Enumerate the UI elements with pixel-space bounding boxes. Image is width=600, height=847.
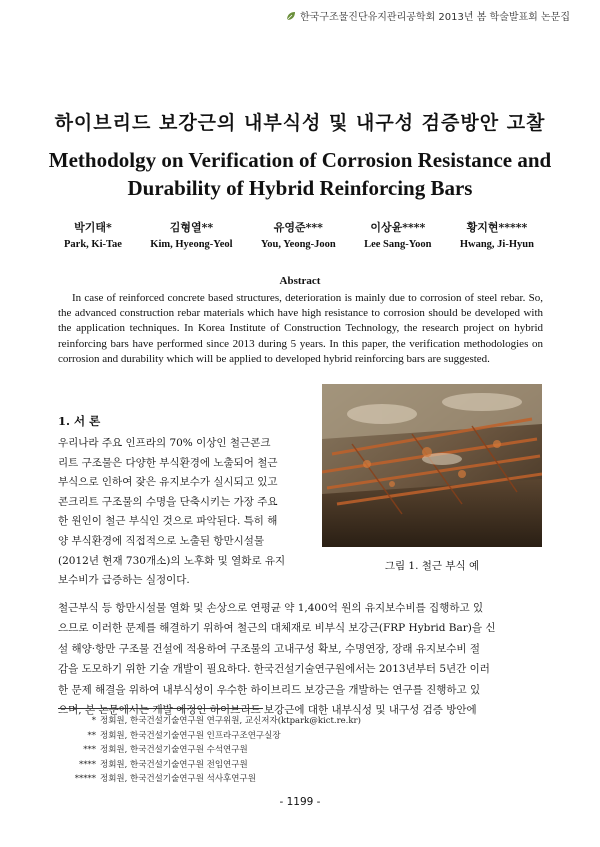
author-name-en: Park, Ki-Tae bbox=[64, 239, 122, 250]
korean-title: 하이브리드 보강근의 내부식성 및 내구성 검증방안 고찰 bbox=[54, 112, 546, 134]
corrosion-photo bbox=[322, 384, 542, 547]
footnote-text: 정회원, 한국건설기술연구원 인프라구조연구실장 bbox=[100, 730, 281, 741]
footnote-mark: * bbox=[91, 716, 96, 726]
section-heading: 1. 서 론 bbox=[58, 414, 101, 428]
author-name-en: Hwang, Ji-Hyun bbox=[459, 239, 534, 250]
text-line: 부식으로 인하여 잦은 유지보수가 실시되고 있고 bbox=[58, 476, 278, 489]
footnote bbox=[58, 772, 538, 787]
text-line: 으며, 본 논문에서는 개발 예정인 하이브리드 보강근에 대한 내부식성 및 내구성 검증 방안에 bbox=[58, 704, 477, 717]
text-line: 양 부식환경에 직접적으로 노출된 항만시설물 bbox=[58, 534, 265, 547]
text-line: 한 문제 해결을 위하여 내부식성이 우수한 하이브리드 보강근을 개발하는 연구를 진행하고 있 bbox=[58, 683, 481, 696]
abstract-heading: Abstract bbox=[279, 275, 321, 287]
text-line: 우리나라 주요 인프라의 70% 이상인 철근콘크 bbox=[58, 437, 271, 449]
author-name-ko: 박기태* bbox=[74, 221, 112, 234]
english-title-line: Methodolgy on Verification of Corrosion Resistance and bbox=[48, 148, 552, 172]
text-line: 콘크리트 구조물의 수명을 단축시키는 가장 주요 bbox=[58, 495, 278, 508]
footnote bbox=[58, 743, 538, 758]
author-name-en: Kim, Hyeong-Yeol bbox=[150, 239, 233, 250]
figure-caption: 그림 1. 철근 부식 예 bbox=[384, 560, 480, 572]
introduction-paragraph bbox=[58, 434, 305, 591]
footnote-mark: *** bbox=[83, 745, 96, 756]
footnote bbox=[58, 729, 538, 744]
footnote-text: 정회원, 한국건설기술연구원 연구위원, 교신저자(ktpark@kict.re.kr) bbox=[100, 716, 361, 726]
author-list bbox=[64, 219, 534, 250]
english-title bbox=[0, 146, 600, 202]
footnote bbox=[58, 714, 538, 729]
text-line: 철근부식 등 항만시설물 열화 및 손상으로 연평균 약 1,400억 원의 유지보수비를 집행하고 있 bbox=[58, 602, 484, 614]
page-number: - 1199 - bbox=[279, 796, 321, 808]
text-line: 리트 구조물은 다양한 부식환경에 노출되어 철근 bbox=[58, 456, 278, 469]
footnote-text: 정회원, 한국건설기술연구원 수석연구원 bbox=[100, 745, 248, 756]
conference-header-text: 한국구조물진단유지관리공학회 2013년 봄 학술발표회 논문집 bbox=[299, 12, 570, 23]
text-line: 으므로 이러한 문제를 해결하기 위하여 철근의 대체재로 비부식 보강근(FRP Hybrid Bar)을 신 bbox=[58, 622, 496, 635]
author bbox=[460, 219, 534, 250]
author-name-ko: 유영준*** bbox=[273, 221, 323, 234]
footnote-text: 정회원, 한국건설기술연구원 전임연구원 bbox=[100, 759, 248, 770]
author-name-ko: 김형열** bbox=[169, 221, 214, 234]
author-name-ko: 이상윤**** bbox=[370, 221, 426, 234]
footnote-mark: ** bbox=[87, 730, 96, 741]
text-line: 설 해양·항만 구조물 건설에 적용하여 구조물의 고내구성 확보, 수명연장, 장래 유지보수비 절 bbox=[58, 642, 481, 655]
author-name-en: Lee Sang-Yoon bbox=[364, 239, 432, 250]
author-name-en: You, Yeong-Joon bbox=[260, 239, 336, 250]
footnote-mark: ***** bbox=[74, 774, 96, 785]
conference-header bbox=[286, 8, 570, 23]
leaf-icon bbox=[286, 11, 296, 21]
footnote-text: 정회원, 한국건설기술연구원 석사후연구원 bbox=[100, 774, 256, 785]
author bbox=[261, 219, 336, 250]
text-line: 한 원인이 철근 부식인 것으로 파악된다. 특히 해 bbox=[58, 515, 278, 528]
text-line: 감을 도모하기 위한 기술 개발이 필요하다. 한국건설기술연구원에서는 2013년부터 5년간 이러 bbox=[58, 663, 490, 676]
author-name-ko: 황지현***** bbox=[466, 221, 528, 234]
author bbox=[150, 219, 232, 250]
english-title-line: Durability of Hybrid Reinforcing Bars bbox=[127, 176, 473, 200]
author bbox=[364, 219, 431, 250]
footnote bbox=[58, 758, 538, 773]
footnote-divider bbox=[58, 708, 263, 709]
text-line: (2012년 현재 730개소)의 노후화 및 열화로 유지 bbox=[58, 554, 286, 567]
body-paragraph bbox=[58, 598, 543, 720]
footnotes bbox=[58, 714, 538, 787]
abstract-text: In case of reinforced concrete based structures, deterioration is mainly due to corrosion of steel rebar. So, the advanced construction rebar materials which have high resistance to corrosion should be developed with the application techniques. In Korea Institute of Construction Technology, the research project on hybrid reinforcing bars have performed since 2013 during 5 years. In this paper, the verification methodologies on corrosion and durability which will be applied to developed hybrid reinforcing bars are suggested. bbox=[58, 292, 543, 365]
footnote-mark: **** bbox=[79, 759, 96, 770]
author bbox=[64, 219, 122, 250]
text-line: 보수비가 급증하는 실정이다. bbox=[58, 574, 190, 587]
